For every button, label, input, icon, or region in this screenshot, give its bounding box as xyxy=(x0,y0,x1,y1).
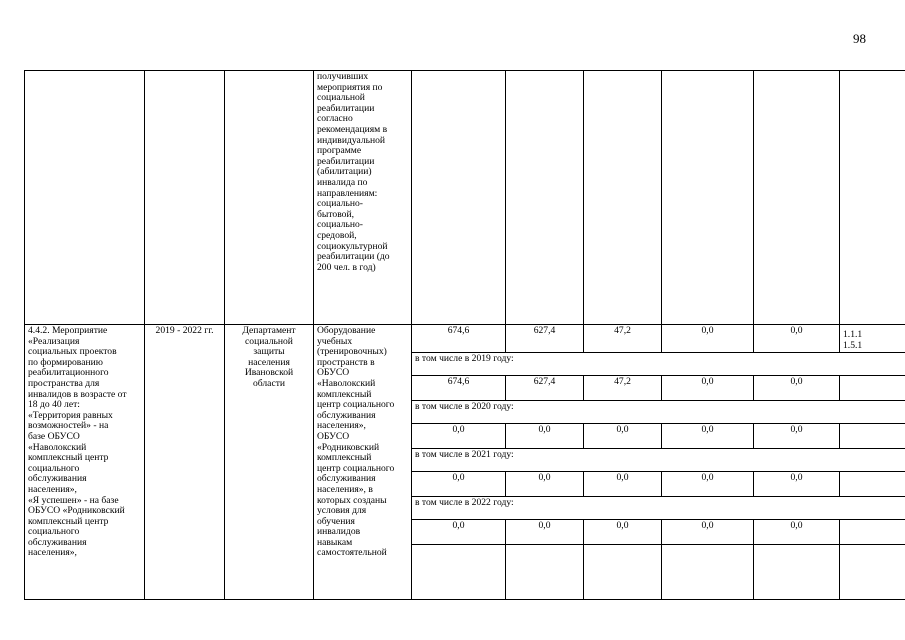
empty-cell xyxy=(840,424,905,449)
total-value: 674,6 xyxy=(412,325,506,353)
empty-cell xyxy=(145,71,225,325)
empty-cell xyxy=(840,545,905,600)
year-value: 0,0 xyxy=(584,520,662,545)
empty-cell xyxy=(584,545,662,600)
empty-cell xyxy=(506,545,584,600)
empty-cell xyxy=(225,71,314,325)
year-value: 0,0 xyxy=(412,472,506,497)
year-value: 0,0 xyxy=(506,424,584,449)
empty-cell xyxy=(584,71,662,325)
empty-cell xyxy=(25,71,145,325)
program-table xyxy=(24,70,905,600)
year-value: 627,4 xyxy=(506,376,584,401)
year-value: 0,0 xyxy=(754,472,840,497)
year-value: 0,0 xyxy=(412,424,506,449)
empty-cell xyxy=(412,71,506,325)
year-value: 0,0 xyxy=(584,472,662,497)
event-title: 4.4.2. Мероприятие «Реализация социальных проектов по формированию реабилитационного пространства для инвалидов в возрасте от 18 до 40 лет: «Территория равных возможностей» - на базе ОБУСО «Наволокский комплексный центр социального обслуживания населения», «Я успешен» - на базе ОБУСО «Родниковский комплексный центр социального обслуживания населения», xyxy=(25,325,145,600)
year-subheader: в том числе в 2022 году: xyxy=(412,497,905,520)
total-value: 47,2 xyxy=(584,325,662,353)
event-period: 2019 - 2022 гг. xyxy=(145,325,225,600)
empty-cell xyxy=(840,520,905,545)
year-value: 0,0 xyxy=(754,376,840,401)
year-value: 0,0 xyxy=(412,520,506,545)
year-value: 0,0 xyxy=(754,424,840,449)
year-value: 0,0 xyxy=(662,472,754,497)
total-value: 0,0 xyxy=(662,325,754,353)
event-total-row xyxy=(25,325,905,353)
empty-cell xyxy=(840,376,905,401)
total-value: 627,4 xyxy=(506,325,584,353)
year-subheader: в том числе в 2019 году: xyxy=(412,353,905,376)
empty-cell xyxy=(412,545,506,600)
empty-cell xyxy=(754,71,840,325)
indicator-text: получивших мероприятия по социальной реабилитации согласно рекомендациям в индивидуальной программе реабилитации (абилитации) инвалида по направлениям: социально- бытовой, социально- средовой, социокультурной реабилитации (до 200 чел. в год) xyxy=(314,71,412,325)
empty-cell xyxy=(840,472,905,497)
empty-cell xyxy=(662,71,754,325)
total-value: 0,0 xyxy=(754,325,840,353)
empty-cell xyxy=(506,71,584,325)
year-value: 0,0 xyxy=(662,520,754,545)
year-value: 0,0 xyxy=(754,520,840,545)
year-value: 0,0 xyxy=(662,376,754,401)
continuation-row xyxy=(25,71,905,325)
year-value: 0,0 xyxy=(584,424,662,449)
event-executor: Департамент социальной защиты населения Ивановской области xyxy=(225,325,314,600)
event-result: Оборудование учебных (тренировочных) пространств в ОБУСО «Наволокский комплексный центр социального обслуживания населения», ОБУСО «Родниковский комплексный центр социального обслуживания населения», в которых созданы условия для обучения инвалидов навыкам самостоятельной xyxy=(314,325,412,600)
year-value: 674,6 xyxy=(412,376,506,401)
year-value: 0,0 xyxy=(506,472,584,497)
empty-cell xyxy=(840,71,905,325)
empty-cell xyxy=(754,545,840,600)
year-value: 0,0 xyxy=(506,520,584,545)
empty-cell xyxy=(662,545,754,600)
year-subheader: в том числе в 2020 году: xyxy=(412,401,905,424)
indicator-codes: 1.1.1 1.5.1 xyxy=(840,325,905,353)
year-value: 0,0 xyxy=(662,424,754,449)
year-value: 47,2 xyxy=(584,376,662,401)
year-subheader: в том числе в 2021 году: xyxy=(412,449,905,472)
page-number: 98 xyxy=(853,31,866,46)
